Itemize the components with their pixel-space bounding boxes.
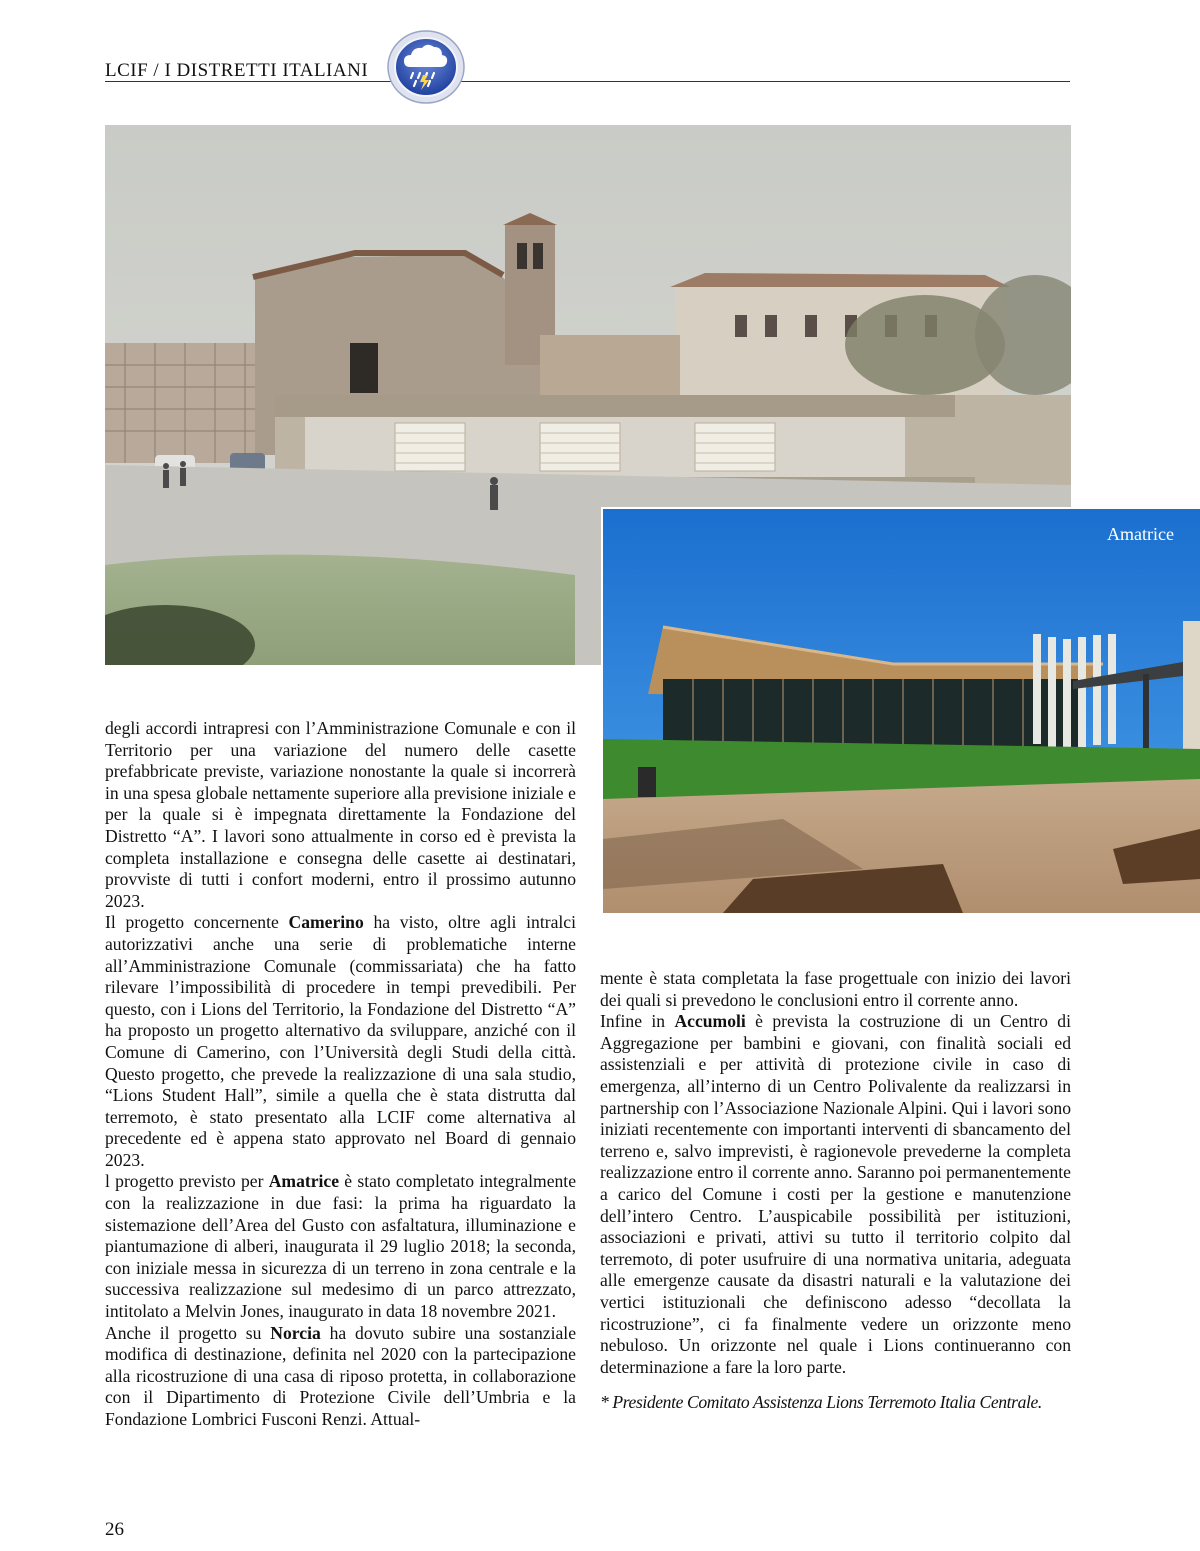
header-rule	[105, 81, 1070, 82]
right-text-column	[600, 968, 1071, 1414]
author-footnote: * Presidente Comitato Assistenza Lions Terremoto Italia Centrale.	[600, 1392, 1042, 1413]
paragraph-body: ha dovuto subire una sostanziale modifica di destinazione, definita nel 2020 con la partecipazione alla ricostruzione di una casa di riposo protetta, in collaborazione con il Dipartimento di Protezione Civile dell’Umbria e la Fondazione Lombrici Fusconi Renzi. Attual-	[105, 1322, 577, 1429]
page-number: 26	[105, 1519, 124, 1540]
paragraph-lead: Il progetto concernente	[105, 912, 289, 933]
paragraph-lead: Infine in	[600, 1011, 675, 1032]
paragraph-intro: degli accordi intrapresi con l’Amministrazione Comunale e con il Territorio per una variazione del numero delle casette prefabbricate previste, variazione nonostante la quale si incorrerà in una spesa globale nettamente superiore alla previsione iniziale e per la quale si è impegnata direttamente la Fondazione del Distretto “A”. I lavori sono attualmente in corso ed è prevista la completa installazione e consegna delle casette ai destinatari, provviste di tutti i confort moderni, entro il prossimo autunno 2023.	[105, 718, 576, 911]
rain-cloud-icon	[386, 29, 466, 105]
keyword-norcia: Norcia	[270, 1322, 321, 1343]
paragraph-body: è prevista la costruzione di un Centro di Aggregazione per bambini e giovani, con finalità sociali ed assistenziali e per attività di protezione civile in caso di emergenza, all’interno di un Centro Polivalente da realizzarsi in partnership con l’Associazione Nazionale Alpini. Qui i lavori sono iniziati recentemente con importanti interventi di sbancamento del terreno e, salvo imprevisti, è ragionevole prevederne la completa realizzazione entro il corrente anno. Saranno poi permanentemente a carico del Comune i costi per la gestione e manutenzione dell’intero Centro. L’auspicabile possibilità per istituzioni, associazioni e privati, attivi su tutto il territorio colpito dal terremoto, di poter usufruire di una normativa unitaria, adeguata alle emergenze causate da disastri naturali e la valutazione dei vertici istituzionali che definiscono adesso “decollata la ricostruzione”, ci fa finalmente vedere un orizzonte meno nebuloso. Un orizzonte nel quale i Lions continueranno con determinazione a fare la loro parte.	[600, 1011, 1071, 1377]
amatrice-photo	[601, 507, 1200, 913]
paragraph-body: è stato completato integralmente con la realizzazione in due fasi: la prima ha riguardato la sistemazione dell’Area del Gusto con asfaltatura, illuminazione e piantumazione di alberi, inaugurata il 29 luglio 2018; la seconda, con iniziale messa in sicurezza di un terreno in zona centrale e la successiva realizzazione sul medesimo di un parco attrezzato, intitolato a Melvin Jones, inaugurato in data 18 novembre 2021.	[105, 1171, 576, 1322]
left-text-column	[105, 718, 576, 1431]
amatrice-caption: Amatrice	[1107, 524, 1174, 544]
paragraph-body: ha visto, oltre agli intralci autorizzativi anche una serie di problematiche interne all’Amministrazione Comunale (commissariata) che ha fatto rilevare l’impossibilità di procedere in tempi prevedibili. Per questo, con i Lions del Territorio, la Fondazione del Distretto “A” ha proposto un progetto alternativo da sviluppare, anziché con il Comune di Camerino, con l’Università degli Studi della città. Questo progetto, che prevede la realizzazione di una sala studio, “Lions Student Hall”, simile a quella che è stata distrutta dal terremoto, è stato presentato alla LCIF come alternativa al precedente ed è appena stato approvato nel Board di gennaio 2023.	[105, 912, 576, 1170]
paragraph-accumoli	[600, 1011, 1071, 1378]
paragraph-lead: Anche il progetto su	[105, 1322, 271, 1343]
paragraph-lead: l progetto previsto per	[105, 1171, 269, 1192]
keyword-amatrice: Amatrice	[268, 1171, 340, 1192]
paragraph-norcia	[105, 1323, 576, 1431]
keyword-accumoli: Accumoli	[674, 1011, 746, 1032]
paragraph-continuation: mente è stata completata la fase progettuale con inizio dei lavori dei quali si prevedono le conclusioni entro il corrente anno.	[600, 968, 1071, 1010]
paragraph-camerino	[105, 912, 576, 1171]
keyword-camerino: Camerino	[288, 912, 364, 933]
section-header: LCIF / I DISTRETTI ITALIANI	[105, 60, 369, 81]
paragraph-amatrice	[105, 1171, 576, 1322]
